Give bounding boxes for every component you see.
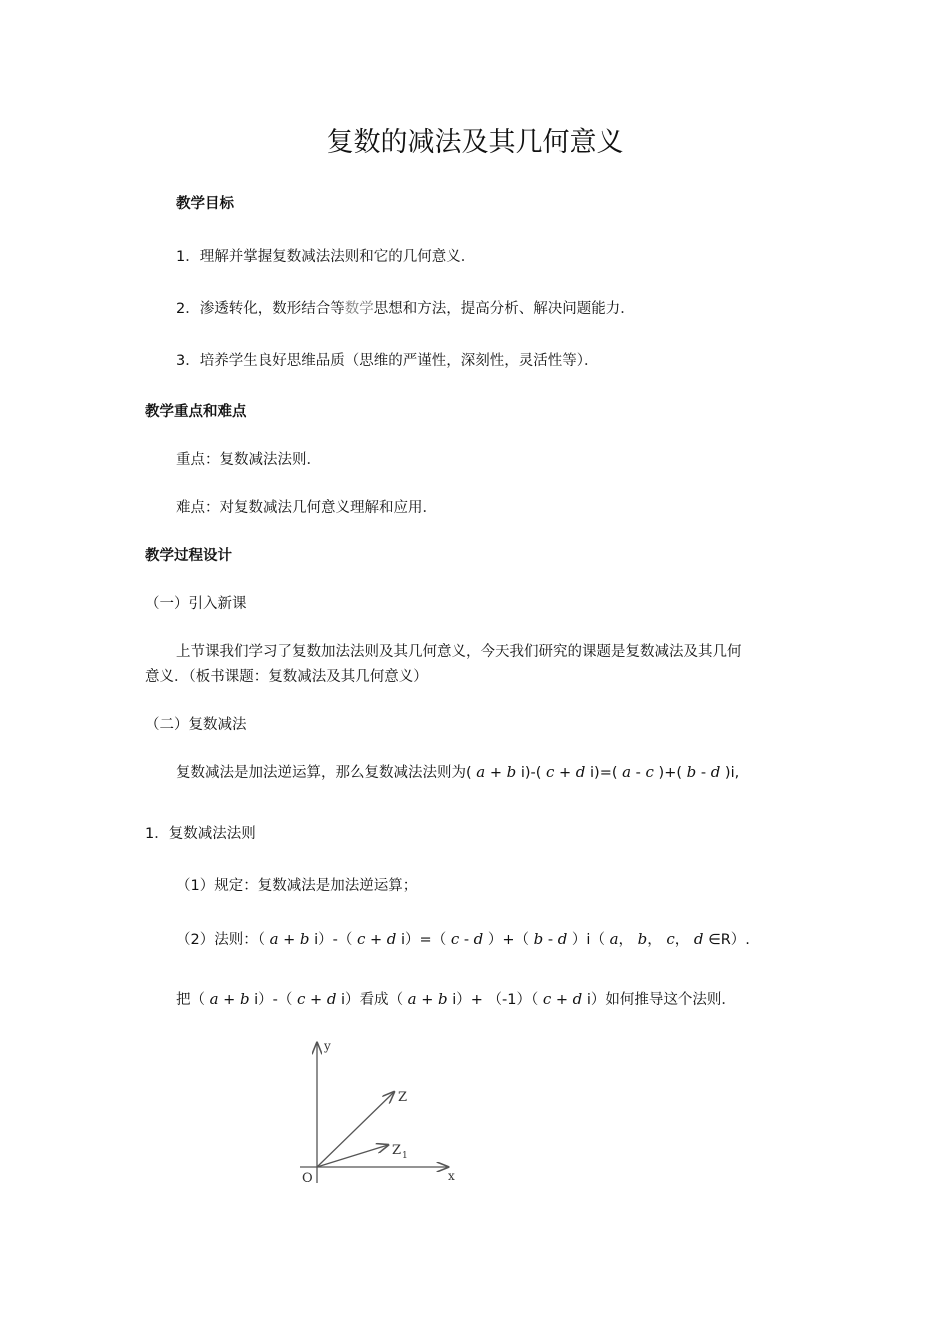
var-b: b	[438, 990, 448, 1008]
derive-mid: 看成	[359, 992, 389, 1008]
var-c: c	[645, 763, 654, 781]
x-axis-label: x	[448, 1169, 455, 1183]
var-d: d	[575, 763, 586, 781]
var-d: d	[693, 930, 704, 948]
var-d: d	[710, 763, 721, 781]
objective-item-2	[176, 297, 635, 318]
var-b: b	[637, 930, 648, 948]
derivation-line: 把（ a + b i）-（ c + d i）看成（ a + b i）+ （-1）（ c + d i）如何推导这个法则．	[176, 990, 736, 1008]
z1-label: Z	[392, 1143, 402, 1158]
difficulty-text: 难点：对复数减法几何意义理解和应用．	[176, 500, 437, 516]
var-a: a	[622, 763, 632, 781]
var-d: d	[386, 930, 397, 948]
var-c: c	[666, 930, 675, 948]
z-label: Z	[398, 1090, 408, 1105]
var-c: c	[297, 990, 306, 1008]
rule-item-2-label: （2）法则：	[176, 932, 258, 948]
part1-line-2: 意义．（板书课题：复数减法及其几何意义）	[145, 669, 428, 685]
page-title: 复数的减法及其几何意义	[326, 127, 624, 158]
rule-item-1: （1）规定：复数减法是加法逆运算；	[176, 878, 418, 894]
part1-heading: （一）引入新课	[145, 596, 247, 612]
derive-neg: （-1）	[487, 992, 531, 1008]
process-heading: 教学过程设计	[145, 548, 232, 564]
var-a: a	[476, 763, 486, 781]
var-d: d	[557, 930, 568, 948]
objective-item-3: 3．培养学生良好思维品质（思维的严谨性，深刻性，灵活性等）．	[176, 353, 599, 369]
objective-item-2-suffix: 思想和方法，提高分析、解决问题能力．	[373, 301, 635, 317]
rule-item-2: （2）法则：（ a + b i）-（ c + d i）=（ c - d ）+（ b - d ）i（ a， b， c， d ∈R）.	[176, 930, 750, 948]
focus-text: 重点：复数减法法则．	[176, 452, 321, 468]
var-c: c	[357, 930, 366, 948]
var-d: d	[572, 990, 583, 1008]
var-c: c	[546, 763, 555, 781]
objective-item-1: 1．理解并掌握复数减法法则和它的几何意义．	[176, 249, 476, 265]
var-c: c	[542, 990, 552, 1008]
math-link[interactable]: 数学	[344, 301, 374, 317]
var-d: d	[326, 990, 337, 1008]
key-points-heading: 教学重点和难点	[145, 404, 247, 420]
vector-diagram	[290, 1035, 470, 1195]
origin-label: O	[302, 1171, 313, 1186]
part1-line-1: 上节课我们学习了复数加法法则及其几何意义，今天我们研究的课题是复数减法及其几何	[176, 644, 742, 660]
objectives-heading: 教学目标	[176, 196, 234, 212]
objective-item-2-prefix: 2．渗透转化，数形结合等	[176, 301, 345, 317]
var-c: c	[450, 930, 460, 948]
y-axis-label: y	[324, 1039, 331, 1053]
var-a: a	[407, 990, 417, 1008]
subtraction-intro: 复数减法是加法逆运算，那么复数减法法则为( a + b i)-( c + d i)=( a - c )+( b - d )i,	[176, 763, 740, 781]
z1-subscript: 1	[402, 1151, 408, 1161]
rule-section-heading: 1．复数减法法则	[145, 826, 256, 842]
var-b: b	[506, 763, 517, 781]
var-a: a	[609, 930, 619, 948]
var-b: b	[299, 930, 310, 948]
derive-suffix: 如何推导这个法则．	[605, 992, 736, 1008]
var-b: b	[533, 930, 544, 948]
var-b: b	[239, 990, 250, 1008]
subtraction-intro-text: 复数减法是加法逆运算，那么复数减法法则为	[176, 765, 466, 781]
var-d: d	[473, 930, 484, 948]
part2-heading: （二）复数减法	[145, 717, 247, 733]
derive-prefix: 把	[176, 992, 191, 1008]
var-b: b	[686, 763, 697, 781]
var-a: a	[209, 990, 219, 1008]
var-a: a	[269, 930, 279, 948]
